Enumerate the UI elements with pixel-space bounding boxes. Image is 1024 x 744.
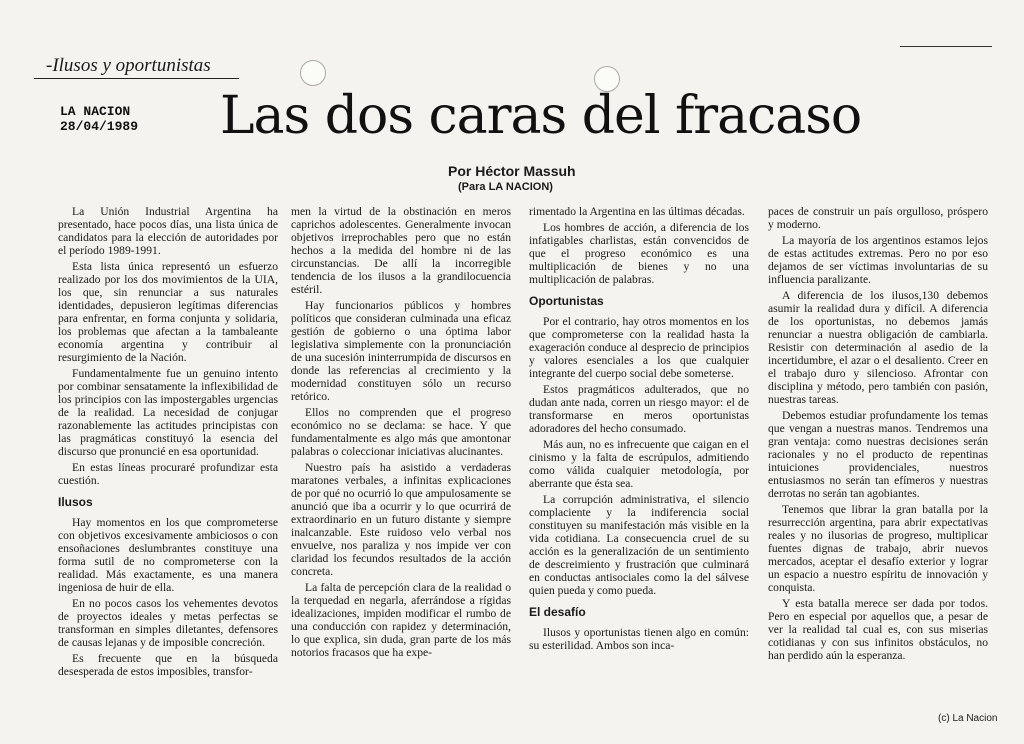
article-paragraph: Y esta batalla merece ser dada por todos. Pero en especial por aquellos que, a pesar de ver la realidad tal cual es, con sus miserias cotidianas y con sus infinitos obstáculos, no han perdido aún la esperanza. [768, 597, 988, 662]
article-paragraph: En no pocos casos los vehementes devotos de proyectos ideales y metas perfectas se transforman en simples diletantes, defensores de causas lejanas y de imposible concreción. [58, 597, 278, 649]
article-paragraph: men la virtud de la obstinación en meros caprichos adolescentes. Generalmente invocan objetivos irreprochables pero que no están hechos a la medida del hombre ni de las circunstancias. De allí la incorregible tendencia de los ilusos a la grandilocuencia estéril. [291, 205, 511, 296]
section-heading: El desafío [529, 605, 586, 619]
section-heading: Oportunistas [529, 294, 604, 308]
byline: Por Héctor Massuh [448, 163, 576, 179]
article-paragraph: rimentado la Argentina en las últimas décadas. [529, 205, 745, 218]
article-column-2 [291, 205, 511, 659]
article-paragraph: Esta lista única representó un esfuerzo realizado por los dos movimientos de la UIA, los que, sin renunciar a sus naturales identidades, depusieron legítimas diferencias para enfrentar, en forma conjunta y solidaria, los problemas que afectan a la tambaleante economía argentina y contribuir al resurgimiento de la Nación. [58, 260, 278, 364]
copyright-credit: (c) La Nacion [938, 713, 998, 724]
article-paragraph: Nuestro país ha asistido a verdaderas maratones verbales, a infinitas explicaciones de por qué no ocurrió lo que ampulosamente se anunció que iba a ocurrir y lo que ocurrirá de extraordinario en un futuro distante y siempre inalcanzable. Este ruidoso velo verbal nos envuelve, nos paraliza y nos impide ver con claridad los fecundos resultados de la acción concreta. [291, 461, 511, 578]
article-paragraph: Los hombres de acción, a diferencia de los infatigables charlistas, están convencidos de que el progreso económico es una multiplicación de bienes y no una multiplicación de palabras. [529, 221, 749, 286]
article-paragraph: Más aun, no es infrecuente que caigan en el cinismo y la falta de escrúpulos, admitiendo como válida cualquier metodología, por aberrante que ésta sea. [529, 438, 749, 490]
article-column-4 [768, 205, 988, 662]
article-paragraph: Es frecuente que en la búsqueda desesperada de estos imposibles, transfor- [58, 652, 278, 678]
corner-rule [900, 46, 992, 47]
article-paragraph: Ellos no comprenden que el progreso económico no se declama: se hace. Y que fundamentalmente es algo más que amontonar palabras o coleccionar iniciativas alucinantes. [291, 406, 511, 458]
article-paragraph: A diferencia de los ilusos,130 debemos asumir la realidad dura y difícil. A diferencia de los oportunistas, no debemos jamás renunciar a nuestra obligación de cambiarla. Resistir con determinación al asedio de la incertidumbre, el azar o el desaliento. Creer en el trabajo duro y silencioso. Afrontar con disciplina y método, pero también con pasión, nuestras tareas. [768, 289, 988, 406]
headline: Las dos caras del fracaso [220, 86, 862, 146]
article-paragraph: La mayoría de los argentinos estamos lejos de estas actitudes extremas. Pero no por eso dejamos de ser víctimas involuntarias de su influencia paralizante. [768, 234, 988, 286]
kicker-title: -Ilusos y oportunistas [46, 55, 211, 76]
byline-sub: (Para LA NACION) [458, 181, 553, 193]
article-column-1 [58, 205, 278, 678]
article-paragraph: paces de construir un país orgulloso, próspero y moderno. [768, 205, 988, 231]
article-column-3 [529, 205, 749, 652]
source-date: 28/04/1989 [60, 119, 139, 134]
source-name: LA NACION [60, 104, 131, 119]
article-paragraph: La falta de percepción clara de la realidad o la terquedad en negarla, aferrándose a rígidas idealizaciones, impiden modificar el rumbo de una conducción con rapidez y determinación, lo que explica, sin duda, gran parte de los más notorios fracasos que ha expe- [291, 581, 511, 659]
article-paragraph: Por el contrario, hay otros momentos en los que comprometerse con la realidad hasta la exageración conduce al desprecio de principios y valores esenciales a los que cualquier integrante del cuerpo social debe someterse. [529, 315, 749, 380]
article-paragraph: En estas líneas procuraré profundizar esta cuestión. [58, 461, 278, 487]
article-paragraph: Tenemos que librar la gran batalla por la resurrección argentina, para abrir expectativas reales y no ilusorias de progreso, multiplicar fuentes dignas de trabajo, abrir nuevos mercados, aceptar el desafío exterior y lograr un espacio a nuestro espíritu de innovación y conquista. [768, 503, 988, 594]
article-paragraph: Ilusos y oportunistas tienen algo en común: su esterilidad. Ambos son inca- [529, 626, 749, 652]
punch-hole [300, 60, 326, 86]
article-paragraph: Hay momentos en los que comprometerse con objetivos excesivamente ambiciosos o con ensoñaciones deslumbrantes constituye una forma sutil de no comprometerse con la realidad. Más exactamente, es una manera ingeniosa de huir de ella. [58, 516, 278, 594]
article-paragraph: Debemos estudiar profundamente los temas que vengan a nuestras manos. Tendremos una gran ventaja: como nuestras decisiones serán racionales y no el producto de repentinas intuiciones providenciales, nuestros entusiasmos no serán tan efímeros y nuestras derrotas no serán tan agobiantes. [768, 409, 988, 500]
source-label [60, 104, 138, 134]
article-paragraph: Fundamentalmente fue un genuino intento por combinar sensatamente la inflexibilidad de los principios con las impostergables urgencias de la realidad. La necesidad de conjugar razonablemente las actitudes principistas con las pragmáticas constituyó la esencia del discurso que pronuncié en esa oportunidad. [58, 367, 278, 458]
article-paragraph: Hay funcionarios públicos y hombres políticos que consideran culminada una eficaz gestión de gobierno o una óptima labor legislativa simplemente con la pronunciación de una sucesión ininterrumpida de discursos en donde las referencias al crecimiento y la modernidad constituyen sólo un recurso retórico. [291, 299, 511, 403]
article-paragraph: La Unión Industrial Argentina ha presentado, hace pocos días, una lista única de candidatos para la elección de autoridades por el período 1989-1991. [58, 205, 278, 257]
kicker-rule [34, 78, 239, 79]
article-paragraph: Estos pragmáticos adulterados, que no dudan ante nada, corren un riesgo mayor: el de transformarse en meros oportunistas adoradores del hecho consumado. [529, 383, 749, 435]
article-paragraph: La corrupción administrativa, el silencio complaciente y la indiferencia social constituyen su manifestación más visible en la vida cotidiana. La consecuencia cruel de su acción es la generalización de un sentimiento de descreimiento y frustración que culminará en conductas antisociales como la del sálvese quien pueda y como pueda. [529, 493, 749, 597]
section-heading: Ilusos [58, 495, 93, 509]
